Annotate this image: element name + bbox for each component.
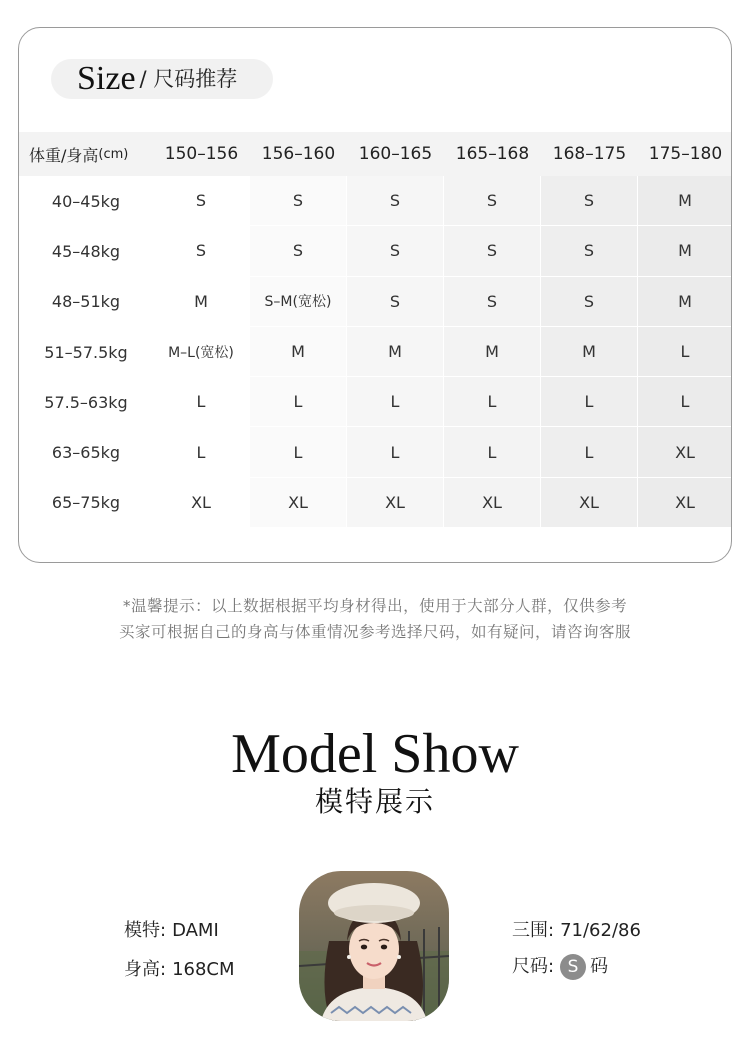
size-cell: S bbox=[347, 226, 444, 276]
size-cell: S bbox=[444, 277, 541, 327]
height-header: 156–160 bbox=[250, 132, 347, 176]
weight-row-label: 51–57.5kg bbox=[19, 327, 153, 377]
size-cell: XL bbox=[347, 478, 444, 528]
height-header: 175–180 bbox=[638, 132, 732, 176]
weight-row-label: 40–45kg bbox=[19, 176, 153, 226]
size-cell: M bbox=[444, 327, 541, 377]
size-cell: L bbox=[638, 377, 732, 427]
size-title-pill bbox=[51, 59, 273, 99]
size-cell: XL bbox=[153, 478, 250, 528]
corner-label: 体重/身高 bbox=[29, 145, 99, 165]
corner-unit: (cm) bbox=[98, 146, 129, 162]
weight-row-label: 65–75kg bbox=[19, 478, 153, 528]
size-cell: XL bbox=[638, 478, 732, 528]
size-table bbox=[19, 132, 732, 528]
size-cell: M–L(宽松) bbox=[153, 327, 250, 377]
size-cell: L bbox=[153, 427, 250, 477]
size-cell: S bbox=[250, 176, 347, 226]
model-show-title: Model Show bbox=[231, 723, 519, 785]
size-cell: L bbox=[541, 427, 638, 477]
weight-row-label: 63–65kg bbox=[19, 427, 153, 477]
size-cell: S–M(宽松) bbox=[250, 277, 347, 327]
weight-row-label: 48–51kg bbox=[19, 277, 153, 327]
size-cell: M bbox=[638, 226, 732, 276]
size-cell: L bbox=[250, 427, 347, 477]
model-height-label: 身高: bbox=[124, 959, 167, 980]
tip-line-2: 买家可根据自己的身高与体重情况参考选择尺码，如有疑问，请咨询客服 bbox=[118, 623, 631, 641]
model-show-subtitle: 模特展示 bbox=[314, 785, 435, 818]
size-title: Size bbox=[77, 60, 136, 97]
model-measure: 71/62/86 bbox=[560, 920, 641, 941]
height-header: 150–156 bbox=[153, 132, 250, 176]
tip-line-1: *温馨提示：以上数据根据平均身材得出，使用于大部分人群，仅供参考 bbox=[122, 597, 628, 615]
size-cell: XL bbox=[541, 478, 638, 528]
model-size-label: 尺码: bbox=[512, 956, 555, 977]
size-cell: S bbox=[444, 176, 541, 226]
size-cell: M bbox=[638, 277, 732, 327]
model-portrait-illustration bbox=[299, 871, 449, 1021]
size-cell: L bbox=[638, 327, 732, 377]
model-size-info bbox=[512, 952, 608, 980]
model-measure-info bbox=[512, 916, 641, 942]
size-cell: M bbox=[153, 277, 250, 327]
size-suffix: 码 bbox=[590, 956, 609, 977]
model-name-label: 模特: bbox=[124, 920, 167, 941]
size-cell: M bbox=[541, 327, 638, 377]
height-header: 165–168 bbox=[444, 132, 541, 176]
size-chart-card bbox=[18, 27, 732, 563]
height-header: 168–175 bbox=[541, 132, 638, 176]
size-cell: L bbox=[444, 427, 541, 477]
size-cell: XL bbox=[638, 427, 732, 477]
size-cell: L bbox=[347, 427, 444, 477]
size-cell: S bbox=[153, 226, 250, 276]
size-cell: S bbox=[153, 176, 250, 226]
size-cell: L bbox=[347, 377, 444, 427]
model-name-info bbox=[124, 916, 219, 942]
weight-row-label: 57.5–63kg bbox=[19, 377, 153, 427]
size-cell: XL bbox=[250, 478, 347, 528]
model-measure-label: 三围: bbox=[512, 920, 555, 941]
size-cell: S bbox=[541, 277, 638, 327]
model-avatar bbox=[299, 871, 449, 1021]
size-cell: M bbox=[250, 327, 347, 377]
table-corner-header bbox=[19, 132, 153, 176]
model-height: 168CM bbox=[172, 959, 235, 980]
size-cell: S bbox=[347, 277, 444, 327]
size-cell: S bbox=[541, 226, 638, 276]
size-cell: S bbox=[347, 176, 444, 226]
size-cell: L bbox=[541, 377, 638, 427]
size-cell: L bbox=[250, 377, 347, 427]
size-cell: M bbox=[638, 176, 732, 226]
model-height-info bbox=[124, 955, 235, 981]
size-cell: S bbox=[250, 226, 347, 276]
size-badge: S bbox=[560, 954, 586, 980]
model-name: DAMI bbox=[172, 920, 219, 941]
height-header: 160–165 bbox=[347, 132, 444, 176]
size-subtitle: / 尺码推荐 bbox=[139, 66, 238, 91]
weight-row-label: 45–48kg bbox=[19, 226, 153, 276]
size-cell: XL bbox=[444, 478, 541, 528]
size-cell: L bbox=[153, 377, 250, 427]
size-cell: L bbox=[444, 377, 541, 427]
size-cell: S bbox=[444, 226, 541, 276]
size-cell: M bbox=[347, 327, 444, 377]
size-cell: S bbox=[541, 176, 638, 226]
